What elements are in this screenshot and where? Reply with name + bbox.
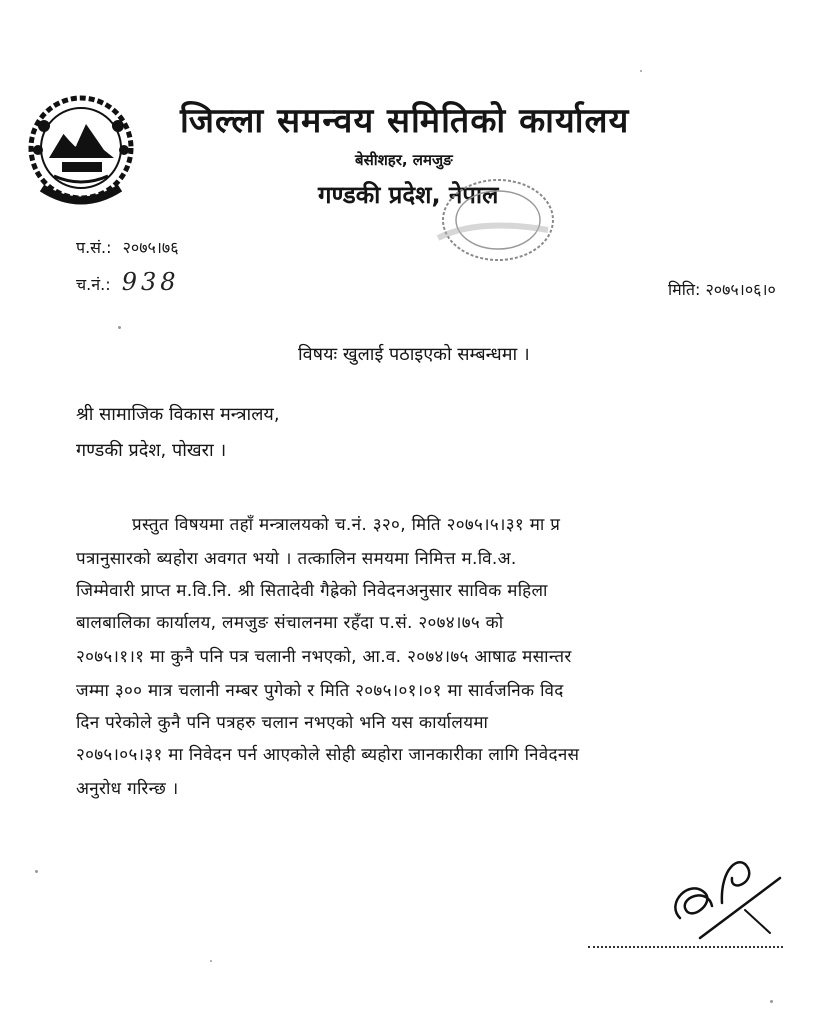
body-line: अनुरोध गरिन्छ । bbox=[76, 779, 179, 799]
cn-label: च.नं.: bbox=[76, 275, 111, 294]
scan-speck bbox=[210, 960, 212, 962]
body-line: बालबालिका कार्यालय, लमजुङ संचालनमा रहँदा प.सं. २०७४।७५ को bbox=[76, 613, 504, 633]
nepal-emblem-icon bbox=[24, 88, 139, 213]
ps-value: २०७५।७६ bbox=[122, 238, 179, 257]
scan-speck bbox=[118, 326, 121, 329]
letter-date bbox=[668, 278, 776, 300]
reference-cn bbox=[76, 268, 180, 296]
office-stamp-icon bbox=[418, 168, 568, 268]
body-line: जम्मा ३०० मात्र चलानी नम्बर पुगेको र मिति २०७५।०१।०१ मा सार्वजनिक विद bbox=[76, 681, 564, 701]
body-line: प्रस्तुत विषयमा तहाँ मन्त्रालयको च.नं. ३२०, मिति २०७५।५।३१ मा प्र bbox=[132, 515, 561, 535]
body-line: जिम्मेवारी प्राप्त म.वि.नि. श्री सितादेवी गैह्रेको निवेदनअनुसार साविक महिला bbox=[76, 581, 548, 601]
scan-speck bbox=[35, 870, 38, 873]
date-value: २०७५।०६।० bbox=[705, 280, 776, 299]
office-province: गण्डकी प्रदेश, नेपाल bbox=[318, 181, 499, 209]
scan-speck bbox=[640, 70, 642, 72]
office-place: बेसीशहर, लमजुङ bbox=[355, 151, 453, 169]
office-title: जिल्ला समन्वय समितिको कार्यालय bbox=[180, 101, 630, 141]
body-line: २०७५।१।१ मा कुनै पनि पत्र चलानी नभएको, आ.व. २०७४।७५ आषाढ मसान्तर bbox=[76, 647, 572, 667]
body-line: २०७५।०५।३१ मा निवेदन पर्न आएकोले सोही ब्यहोरा जानकारीका लागि निवेदनस bbox=[76, 745, 580, 765]
ps-label: प.सं.: bbox=[76, 238, 112, 257]
scan-speck bbox=[770, 1000, 773, 1003]
signature-line bbox=[588, 946, 783, 948]
body-line: पत्रानुसारको ब्यहोरा अवगत भयो । तत्कालिन समयमा निमित्त म.वि.अ. bbox=[76, 549, 517, 569]
date-label: मिति: bbox=[668, 280, 701, 299]
body-line: दिन परेकोले कुनै पनि पत्रहरु चलान नभएको भनि यस कार्यालयमा bbox=[76, 713, 489, 733]
recipient-line-1: श्री सामाजिक विकास मन्त्रालय, bbox=[76, 404, 280, 425]
recipient-line-2: गण्डकी प्रदेश, पोखरा । bbox=[76, 440, 227, 461]
letter-subject: विषयः खुलाई पठाइएको सम्बन्धमा । bbox=[298, 344, 530, 365]
cn-value: 938 bbox=[121, 268, 180, 296]
reference-ps bbox=[76, 236, 179, 258]
signature-icon bbox=[660, 848, 790, 943]
